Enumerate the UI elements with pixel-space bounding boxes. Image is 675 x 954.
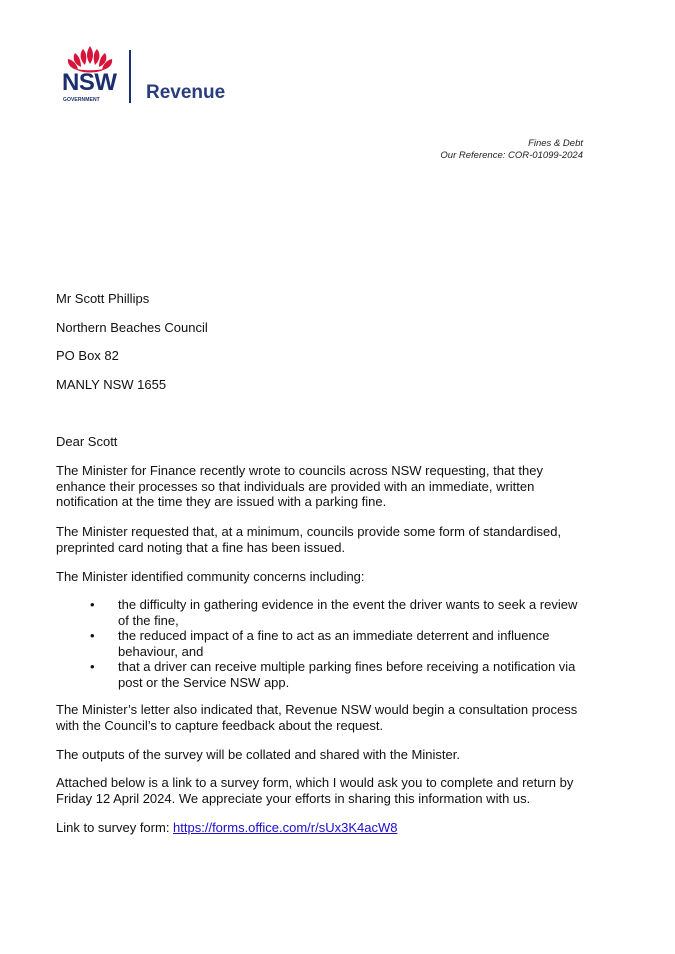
paragraph-request: The Minister requested that, at a minimum, councils provide some form of standardised, preprinted card noting that a fine has been issued. [56, 524, 562, 555]
reference-number: Our Reference: COR-01099-2024 [440, 150, 583, 161]
recipient-organisation: Northern Beaches Council [56, 320, 208, 335]
revenue-wordmark: Revenue [146, 82, 226, 103]
bullet-icon: • [90, 659, 95, 674]
list-item [90, 628, 590, 659]
survey-link[interactable]: https://forms.office.com/r/sUx3K4acW8 [173, 820, 398, 835]
bullet-icon: • [90, 628, 95, 643]
paragraph-intro: The Minister for Finance recently wrote to councils across NSW requesting, that they enhance their processes so that individuals are provided with an immediate, written notification at the time they are issued with a parking fine. [56, 463, 543, 509]
concern-text: that a driver can receive multiple parking fines before receiving a notification via post or the Service NSW app. [118, 659, 576, 690]
reference-block [440, 138, 583, 162]
paragraph-concerns-intro: The Minister identified community concerns including: [56, 569, 365, 584]
concern-text: the reduced impact of a fine to act as an immediate deterrent and influence behaviour, and [118, 628, 550, 659]
concerns-list [90, 597, 590, 690]
paragraph-outputs: The outputs of the survey will be collated and shared with the Minister. [56, 747, 460, 762]
logo-divider [129, 50, 131, 103]
nsw-revenue-logo [62, 44, 232, 104]
recipient-locality: MANLY NSW 1655 [56, 377, 167, 392]
list-item [90, 597, 590, 628]
recipient-po-box: PO Box 82 [56, 348, 119, 363]
salutation: Dear Scott [56, 434, 118, 449]
government-wordmark: GOVERNMENT [63, 97, 100, 103]
survey-link-label: Link to survey form: [56, 820, 174, 835]
paragraph-survey-request: Attached below is a link to a survey form, which I would ask you to complete and return by Friday 12 April 2024. We appreciate your efforts in sharing this information with us. [56, 775, 574, 806]
department-label: Fines & Debt [528, 138, 583, 149]
recipient-name: Mr Scott Phillips [56, 291, 150, 306]
list-item [90, 659, 590, 690]
concern-text: the difficulty in gathering evidence in the event the driver wants to seek a review of the fine, [118, 597, 578, 628]
paragraph-consultation: The Minister’s letter also indicated that, Revenue NSW would begin a consultation process with the Council’s to capture feedback about the request. [56, 702, 578, 733]
nsw-wordmark: NSW [62, 69, 117, 96]
survey-link-line [56, 820, 586, 836]
bullet-icon: • [90, 597, 95, 612]
